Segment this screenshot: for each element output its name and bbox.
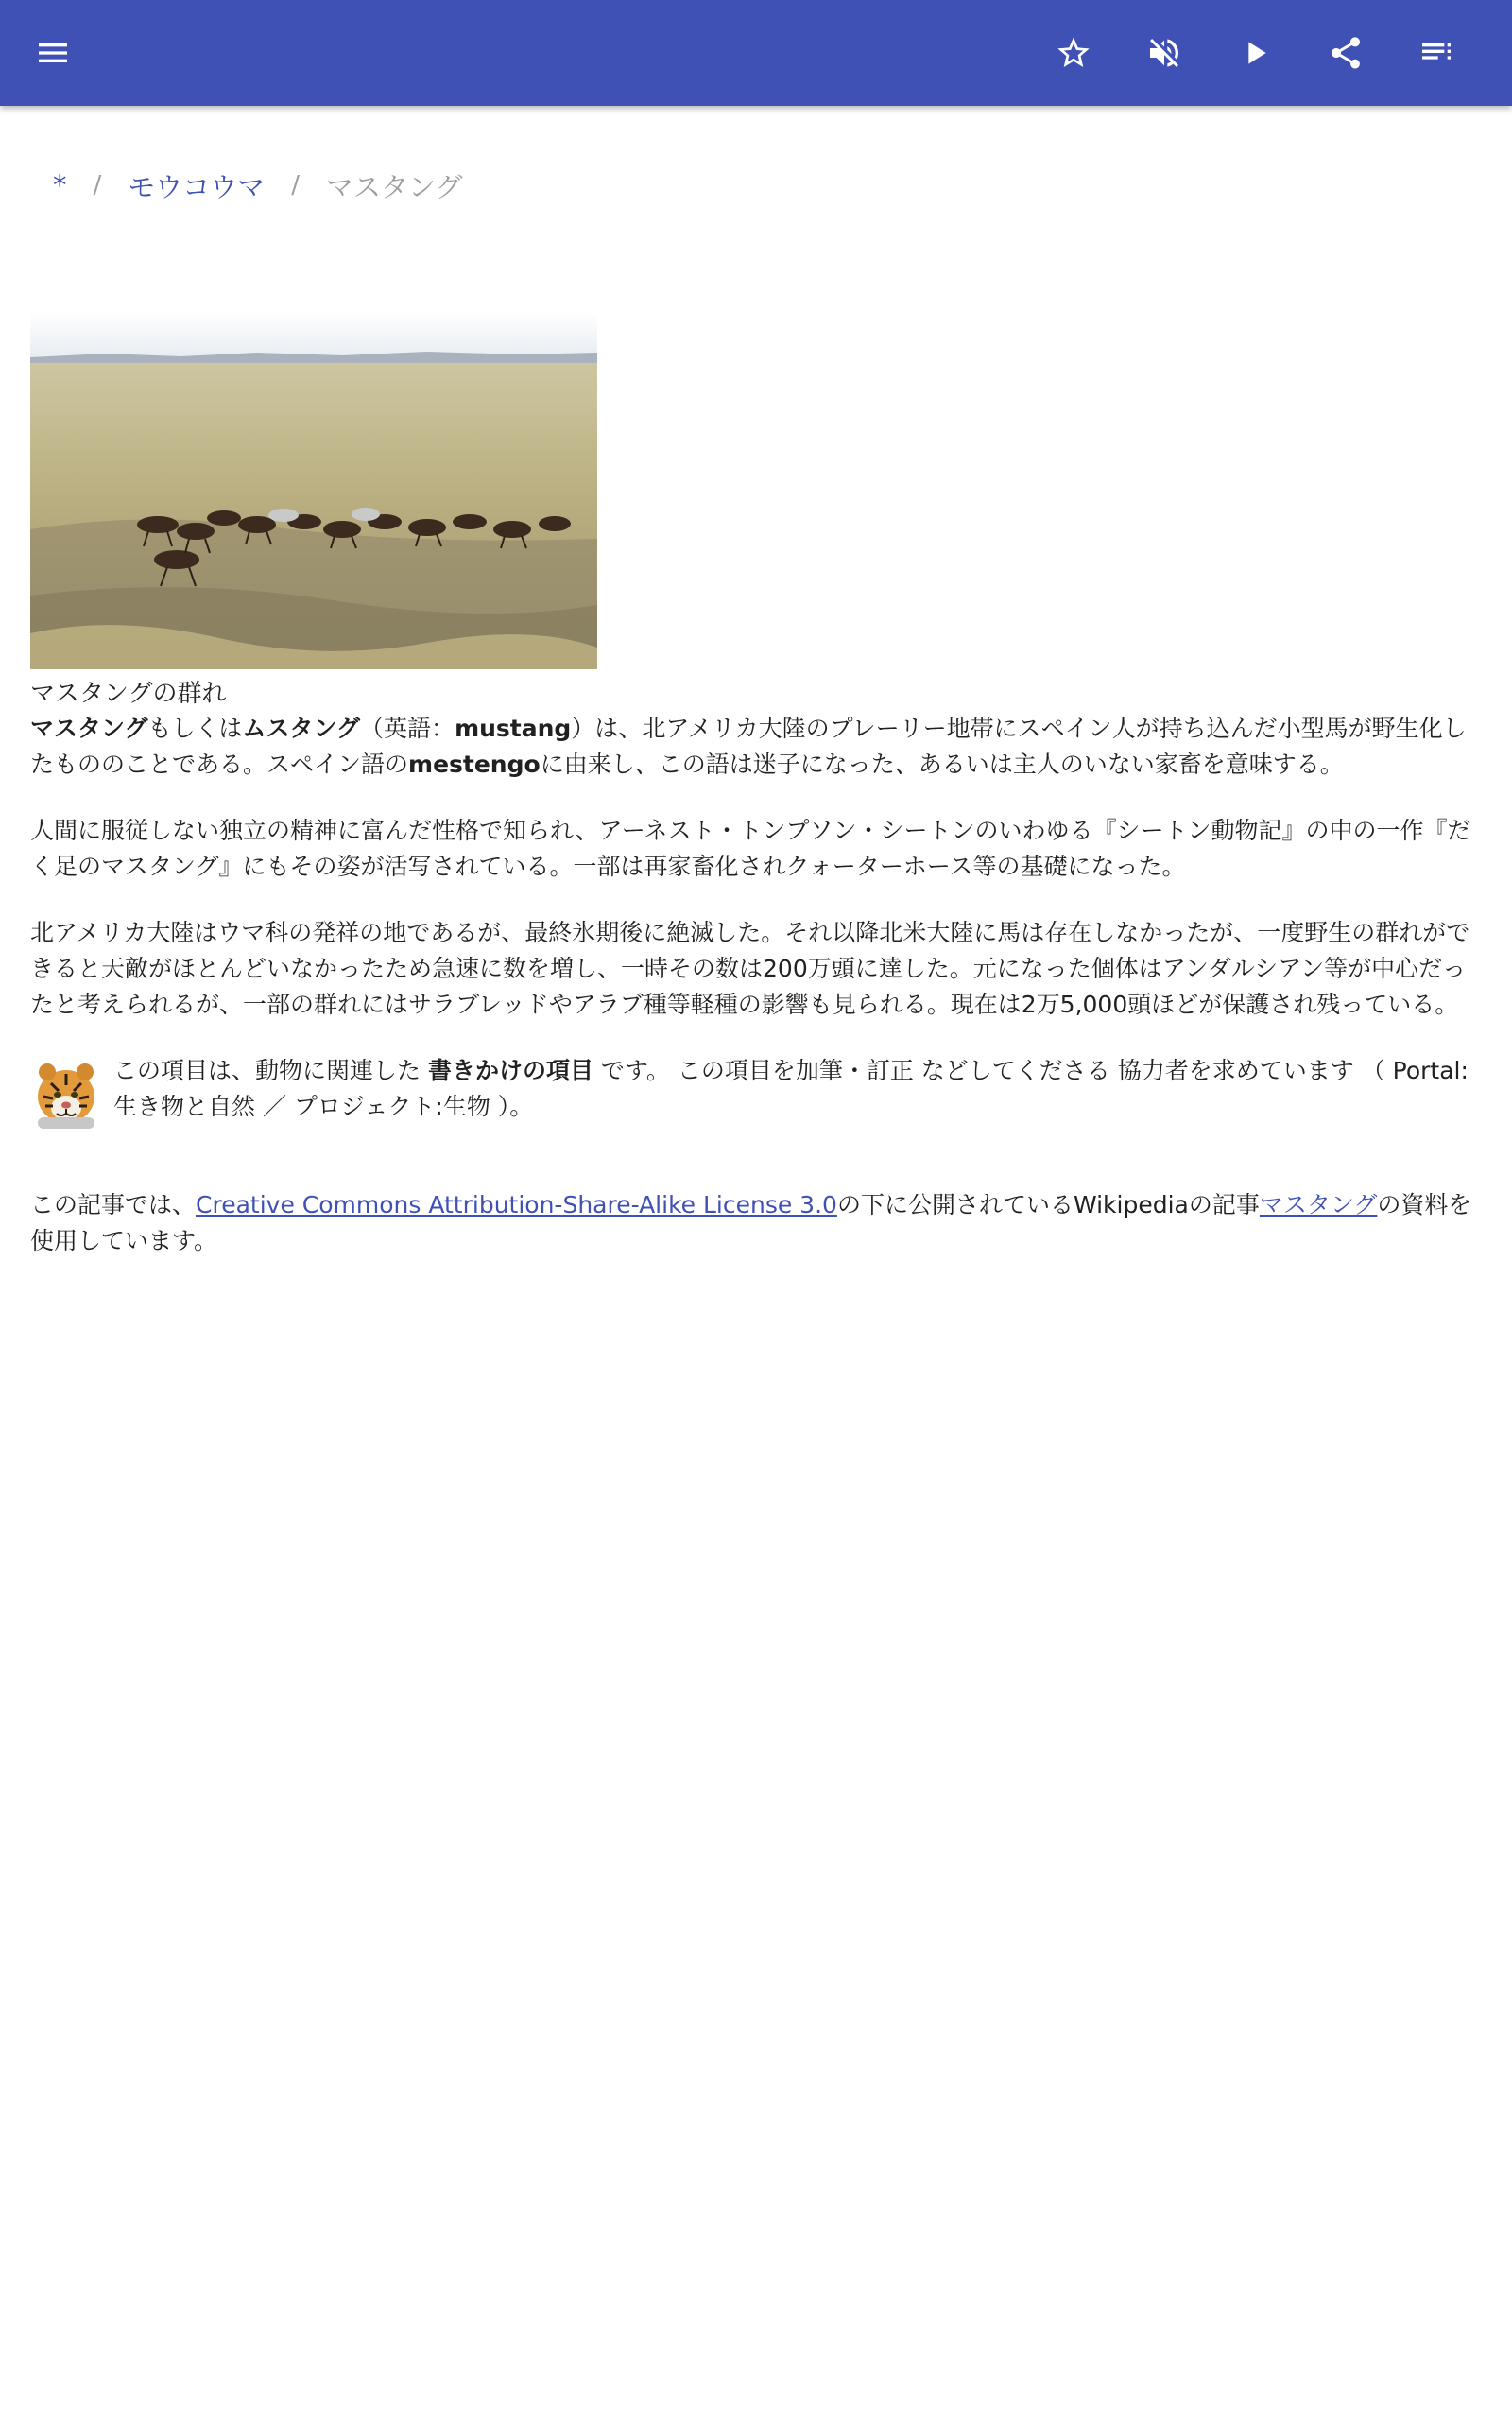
tiger-icon [30,1055,102,1131]
contents-button[interactable] [1406,23,1467,83]
menu-icon [34,34,72,72]
play-button[interactable] [1225,23,1285,83]
term-english: mustang [455,715,572,742]
share-icon [1327,34,1365,72]
history-paragraph: 北アメリカ大陸はウマ科の発祥の地であるが、最終氷期後に絶滅した。それ以降北米大陸に馬は存在しなかったが、一度野生の群れができると天敵がほとんどいなかったため急速に数を増し、一時その数は200万頭に達した。元になった個体はアンダルシアン等が中心だったと考えられるが、一部の群れにはサラブレッドやアラブ種等軽種の影響も見られる。現在は2万5,000頭ほどが保護され残っている。 [30,919,1470,1018]
mustang-herd-photo[interactable] [30,312,597,669]
intro-paragraph: マスタングもしくはムスタング（英語：mustang）は、北アメリカ大陸のプレーリー地帯にスペイン人が持ち込んだ小型馬が野生化したもののことである。スペイン語のmestengoに由来し、この語は迷子になった、あるいは主人のいない家畜を意味する。 [30,715,1467,778]
breadcrumb-current: マスタング [326,170,463,203]
term-mestengo: mestengo [408,751,541,778]
stub-text: この項目は、動物に関連した 書きかけの項目 です。 この項目を加筆・訂正 などしてくださる 協力者を求めています （ Portal:生き物と自然 ／ プロジェクト:生物 ）。 [113,1057,1469,1120]
breadcrumb-parent-link[interactable]: モウコウマ [128,170,266,203]
star-outline-icon [1055,34,1092,72]
term-mustang: マスタング [30,715,148,742]
photo-caption: マスタングの群れ [30,680,227,708]
cc-license-link[interactable]: Creative Commons Attribution-Share-Alike License 3.0 [196,1191,837,1219]
breadcrumb-separator: / [291,171,301,199]
breadcrumb [53,166,462,204]
article-body [30,711,1482,1289]
stub-notice [30,1053,1482,1131]
volume-off-icon [1145,34,1183,72]
stub-bold: 書きかけの項目 [427,1057,593,1084]
mustang-herd-image [30,312,597,669]
breadcrumb-root-link[interactable]: * [53,169,67,201]
playlist-icon [1418,34,1455,72]
menu-button[interactable] [23,23,83,83]
term-musutangu: ムスタング [242,715,361,742]
favorite-button[interactable] [1043,23,1104,83]
wikipedia-article-link[interactable]: マスタング [1259,1191,1378,1219]
app-bar [0,0,1512,106]
license-notice: この記事では、Creative Commons Attribution-Share-Alike License 3.0の下に公開されているWikipediaの記事マスタングの資料を使用しています。 [30,1191,1472,1254]
character-paragraph: 人間に服従しない独立の精神に富んだ性格で知られ、アーネスト・トンプソン・シートンのいわゆる『シートン動物記』の中の一作『だく足のマスタング』にもその姿が活写されている。一部は再家畜化されクォーターホース等の基礎になった。 [30,817,1471,880]
mute-button[interactable] [1134,23,1194,83]
play-icon [1236,34,1274,72]
breadcrumb-separator: / [93,171,102,199]
share-button[interactable] [1315,23,1376,83]
